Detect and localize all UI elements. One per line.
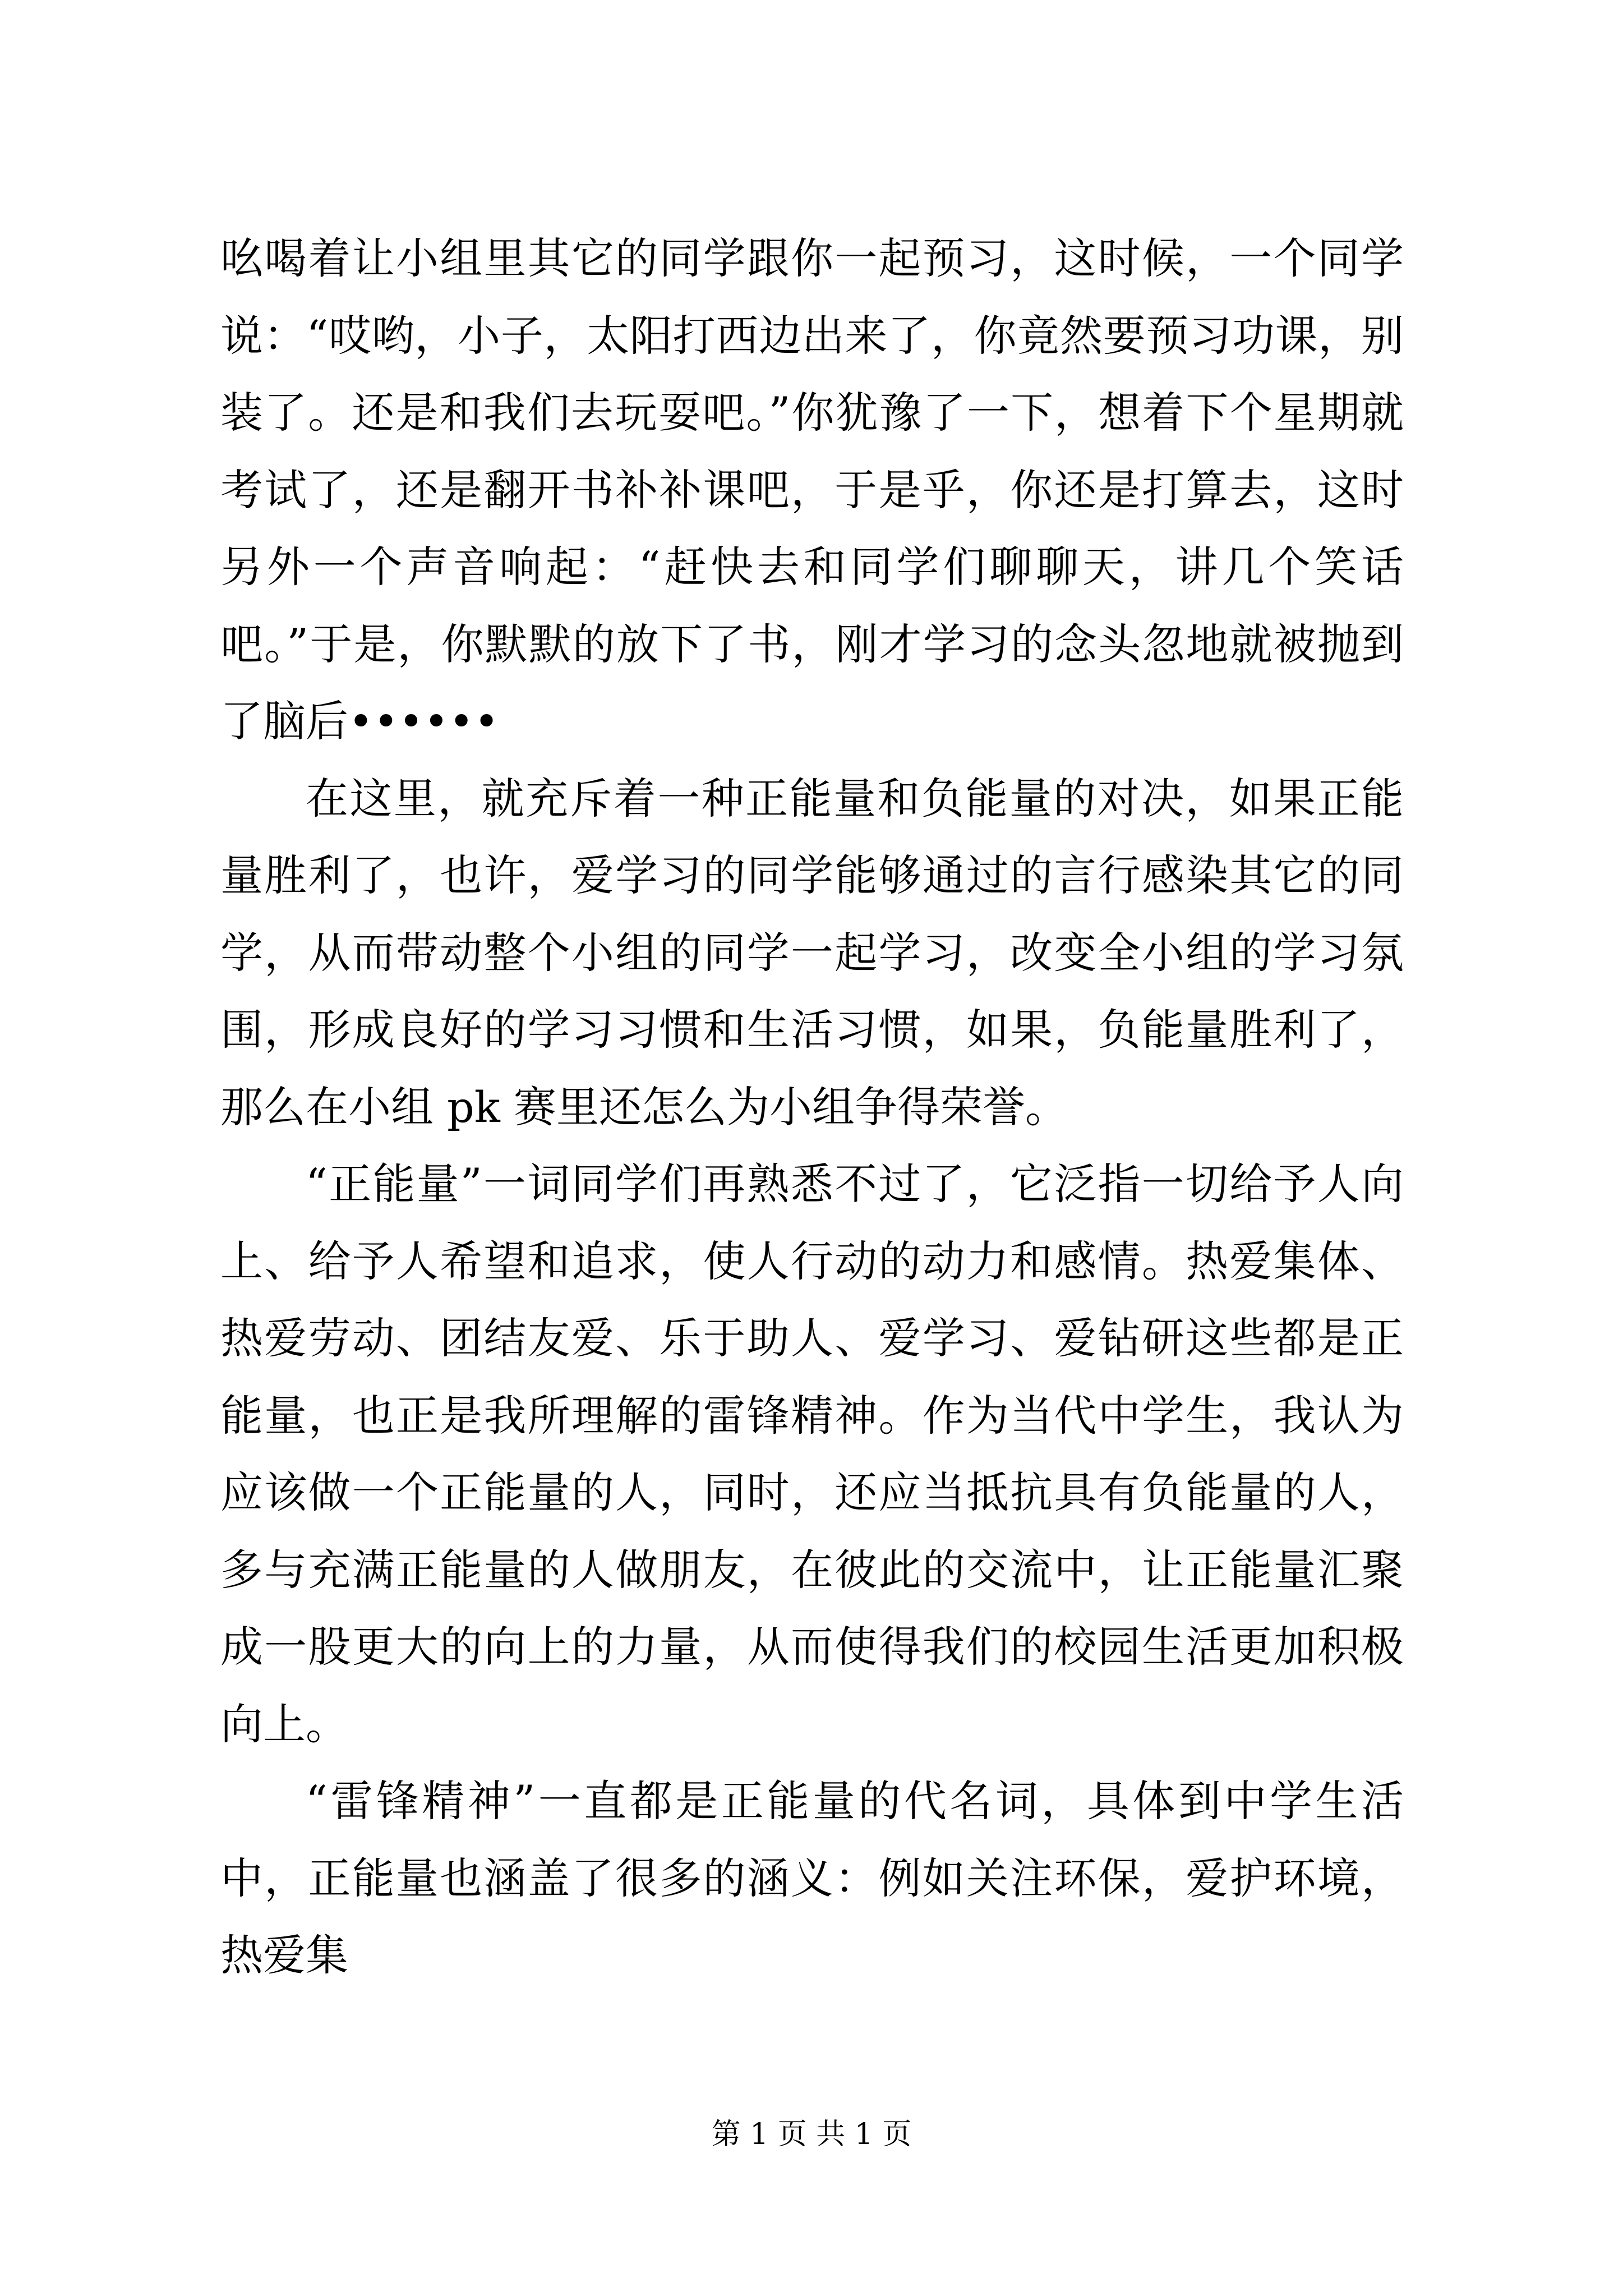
paragraph-3: “正能量”一词同学们再熟悉不过了，它泛指一切给予人向上、给予人希望和追求，使人行动的动力和感情。热爱集体、热爱劳动、团结友爱、乐于助人、爱学习、爱钻研这些都是正能量，也正是我所理解的雷锋精神。作为当代中学生，我认为应该做一个正能量的人，同时，还应当抵抗具有负能量的人，多与充满正能量的人做朋友，在彼此的交流中，让正能量汇聚成一股更大的向上的力量，从而使得我们的校园生活更加积极向上。: [220, 1159, 1404, 1749]
paragraph-1: 吆喝着让小组里其它的同学跟你一起预习，这时候，一个同学说：“哎哟，小子，太阳打西边出来了，你竟然要预习功课，别装了。还是和我们去玩耍吧。”你犹豫了一下，想着下个星期就考试了，还是翻开书补补课吧，于是乎，你还是打算去，这时另外一个声音响起：“赶快去和同学们聊聊天，讲几个笑话吧。”于是，你默默的放下了书，刚才学习的念头忽地就被抛到了脑后••••••: [220, 233, 1404, 746]
page-footer: 第 1 页 共 1 页: [711, 2118, 912, 2151]
paragraph-2: 在这里，就充斥着一种正能量和负能量的对决，如果正能量胜利了，也许，爱学习的同学能够通过的言行感染其它的同学，从而带动整个小组的同学一起学习，改变全小组的学习氛围，形成良好的学习习惯和生活习惯，如果，负能量胜利了，那么在小组 pk 赛里还怎么为小组争得荣誉。: [220, 773, 1404, 1132]
document-body: [220, 220, 1404, 1994]
paragraph-4: “雷锋精神”一直都是正能量的代名词，具体到中学生活中，正能量也涵盖了很多的涵义：例如关注环保，爱护环境，热爱集: [220, 1776, 1404, 1980]
